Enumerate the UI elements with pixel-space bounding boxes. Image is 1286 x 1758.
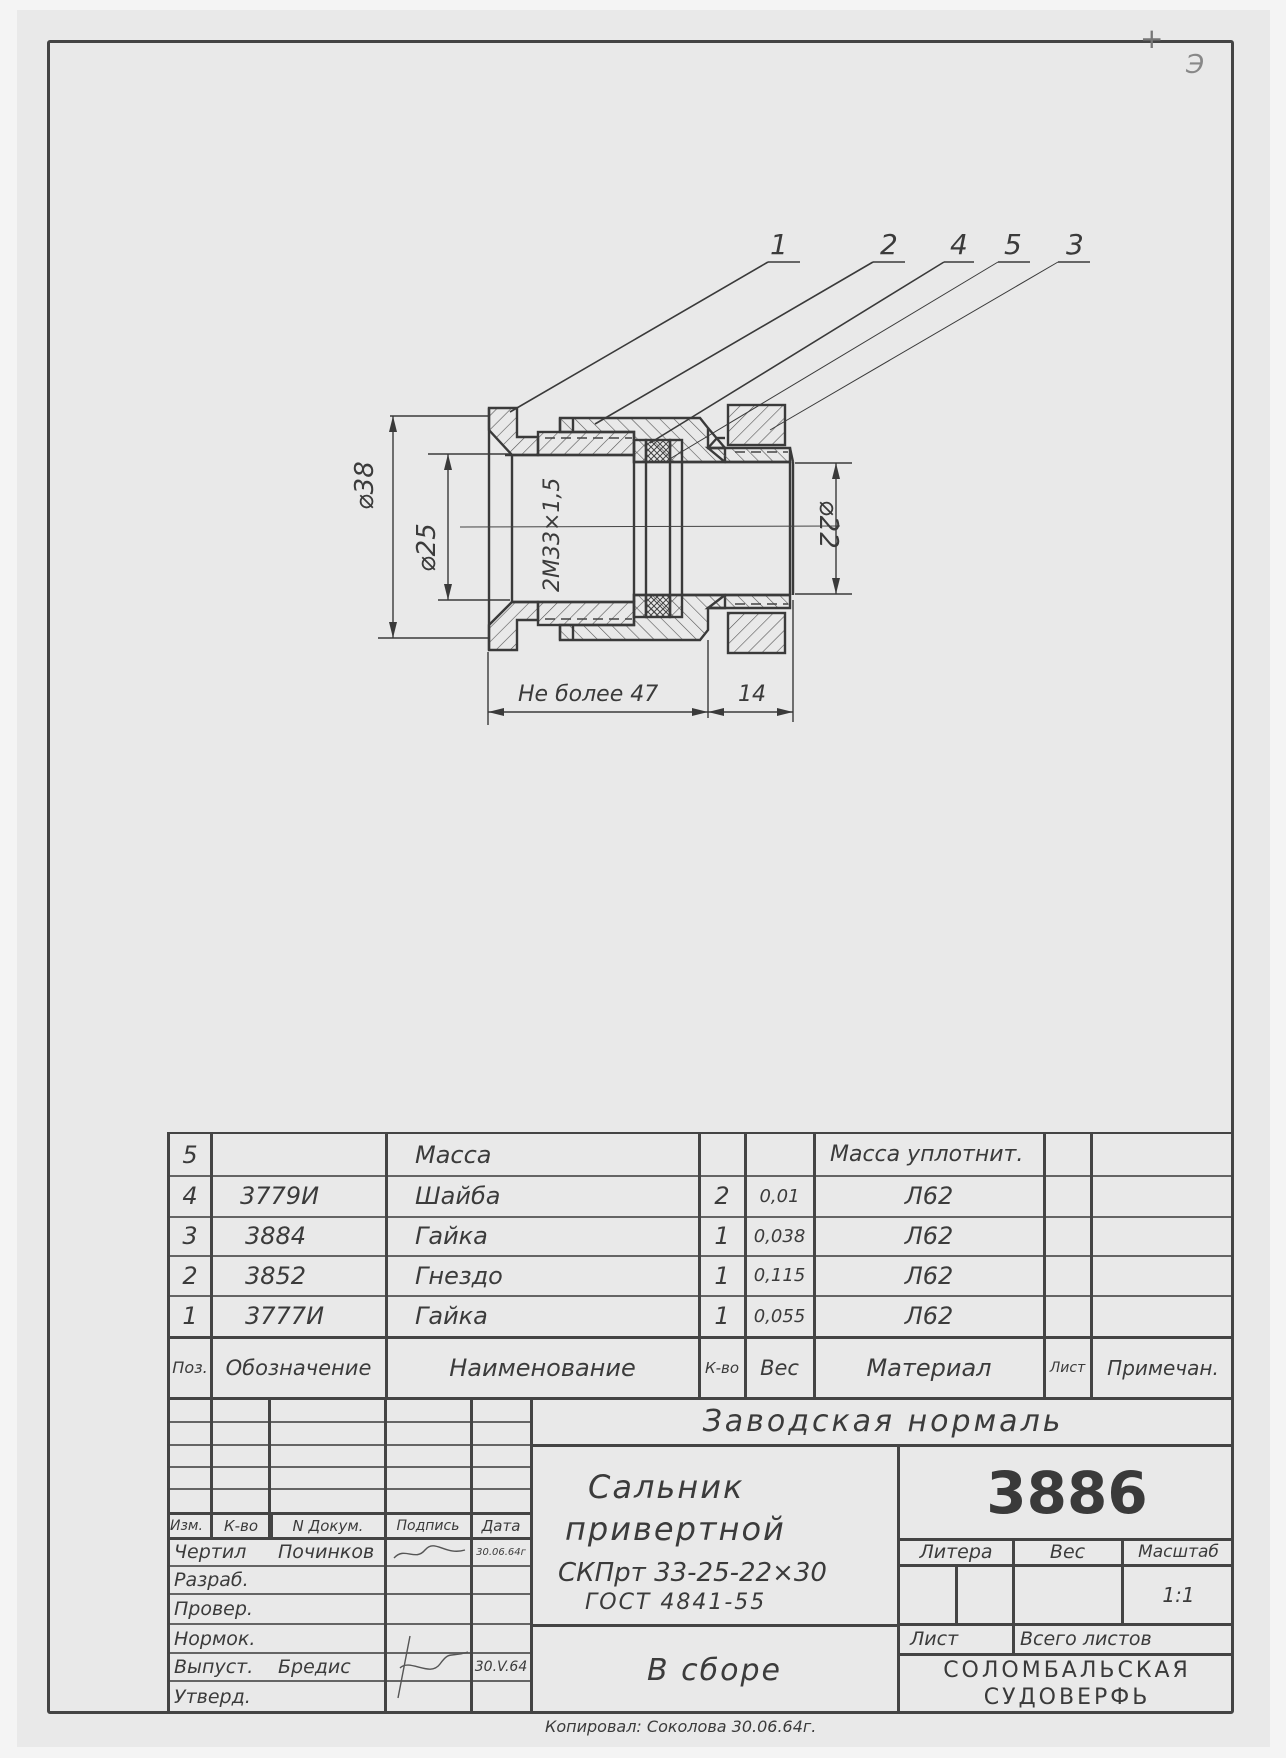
- role-norm-control: Нормок.: [174, 1627, 256, 1650]
- role-checked: Провер.: [174, 1598, 253, 1620]
- scale-value: 1:1: [1162, 1582, 1195, 1607]
- header-qty: К-во: [704, 1358, 740, 1377]
- spec-qty: 2: [714, 1182, 730, 1210]
- leader-label-2: 2: [880, 228, 898, 261]
- organization-line-1: СОЛОМБАЛЬСКАЯ: [943, 1657, 1191, 1683]
- role-drawn: Чертил: [174, 1541, 247, 1563]
- dim-length-14: 14: [738, 682, 766, 707]
- spec-name: Масса: [415, 1140, 492, 1169]
- rev-header-doc: N Докум.: [292, 1517, 364, 1535]
- spec-material: Л62: [904, 1182, 954, 1210]
- signature-drawn: [390, 1542, 468, 1564]
- center-line: [460, 526, 840, 527]
- spec-pos: 1: [182, 1302, 198, 1330]
- dim-length-max-47: Не более 47: [518, 682, 659, 707]
- spec-qty: 1: [714, 1222, 730, 1250]
- spec-material: Масса уплотнит.: [830, 1142, 1024, 1167]
- signature-released: [390, 1628, 470, 1708]
- header-material: Материал: [866, 1353, 992, 1382]
- rev-header-kvo: К-во: [223, 1517, 259, 1535]
- copied-by-note: Копировал: Соколова 30.06.64г.: [545, 1717, 817, 1736]
- title-line-4: ГОСТ 4841-55: [585, 1590, 767, 1615]
- leader-label-5: 5: [1004, 228, 1022, 261]
- spec-pos: 3: [182, 1222, 198, 1250]
- date-released: 30.V.64: [474, 1659, 528, 1675]
- spec-material: Л62: [904, 1222, 954, 1250]
- scale-label: Масштаб: [1138, 1542, 1219, 1562]
- spec-material: Л62: [904, 1302, 954, 1330]
- header-pos: Поз.: [172, 1358, 208, 1377]
- spec-pos: 2: [182, 1261, 198, 1290]
- spec-name: Гнездо: [415, 1261, 503, 1290]
- spec-name: Гайка: [415, 1222, 488, 1250]
- role-approved: Утверд.: [174, 1686, 251, 1708]
- dim-diameter-38: ⌀38: [350, 461, 380, 510]
- header-weight: Вес: [760, 1355, 799, 1380]
- leader-label-4: 4: [950, 228, 968, 261]
- role-developed: Разраб.: [174, 1569, 249, 1591]
- spec-designation: 3777И: [245, 1302, 325, 1330]
- dim-diameter-22: ⌀22: [813, 500, 843, 549]
- document-number: 3886: [986, 1458, 1148, 1527]
- header-designation: Обозначение: [225, 1355, 372, 1380]
- dim-diameter-25: ⌀25: [412, 523, 442, 572]
- rev-header-izm: Изм.: [170, 1518, 203, 1534]
- header-sheet: Лист: [1049, 1359, 1086, 1376]
- spec-material: Л62: [904, 1261, 954, 1290]
- leader-label-3: 3: [1066, 228, 1084, 261]
- corner-cross-mark: +: [1140, 22, 1164, 55]
- spec-pos: 5: [182, 1140, 198, 1169]
- role-released: Выпуст.: [174, 1656, 254, 1678]
- role-drawn-name: Починков: [278, 1541, 375, 1563]
- spec-weight: 0,01: [759, 1185, 800, 1207]
- role-released-name: Бредис: [278, 1656, 351, 1678]
- date-drawn: 30.06.64г: [476, 1546, 526, 1558]
- rev-header-date: Дата: [481, 1517, 521, 1535]
- header-name: Наименование: [449, 1353, 636, 1382]
- spec-designation: 3852: [245, 1261, 307, 1290]
- spec-weight: 0,055: [753, 1305, 806, 1327]
- spec-qty: 1: [714, 1261, 730, 1290]
- weight-label: Вес: [1049, 1541, 1086, 1563]
- spec-designation: 3884: [245, 1222, 307, 1250]
- header-note: Примечан.: [1107, 1355, 1219, 1380]
- spec-weight: 0,038: [753, 1225, 806, 1247]
- title-line-3: СКПрт 33-25-22×30: [558, 1558, 827, 1588]
- spec-name: Шайба: [415, 1182, 501, 1210]
- spec-pos: 4: [182, 1182, 198, 1210]
- organization-line-2: СУДОВЕРФЬ: [983, 1684, 1151, 1710]
- spec-qty: 1: [714, 1302, 730, 1330]
- leader-label-1: 1: [770, 228, 788, 261]
- page-mark: Э: [1186, 50, 1205, 80]
- assembly-label: В сборе: [647, 1652, 782, 1688]
- sheet-label: Лист: [910, 1628, 959, 1650]
- litera-label: Литера: [919, 1541, 993, 1563]
- title-line-1: Сальник: [588, 1468, 745, 1506]
- spec-weight: 0,115: [753, 1265, 806, 1286]
- spec-name: Гайка: [415, 1302, 488, 1330]
- dim-thread-2m33: 2M33×1,5: [540, 477, 565, 592]
- total-sheets-label: Всего листов: [1020, 1628, 1152, 1650]
- spec-designation: 3779И: [240, 1182, 320, 1210]
- title-line-2: привертной: [565, 1510, 786, 1548]
- rev-header-sign: Подпись: [396, 1518, 460, 1534]
- standard-label: Заводская нормаль: [702, 1404, 1064, 1439]
